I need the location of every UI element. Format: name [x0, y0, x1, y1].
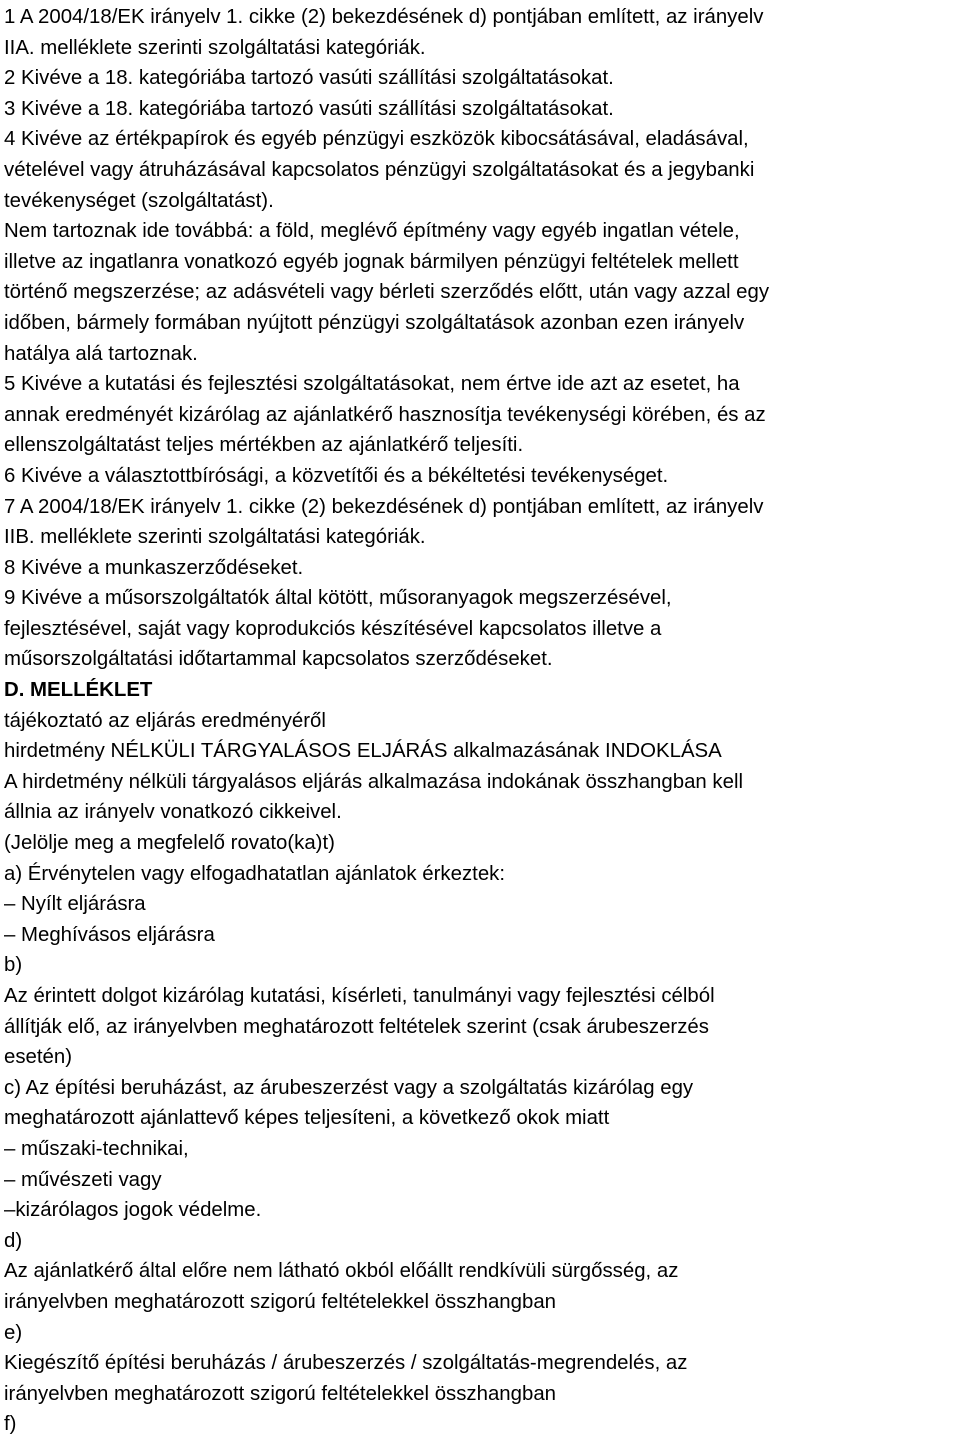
- text-line: hatálya alá tartoznak.: [4, 342, 198, 365]
- text-line: Nem tartoznak ide továbbá: a föld, meglévő építmény vagy egyéb ingatlan vétele,: [4, 220, 740, 243]
- text-line: d): [4, 1229, 23, 1252]
- text-line: Az érintett dolgot kizárólag kutatási, kísérleti, tanulmányi vagy fejlesztési célból: [4, 985, 715, 1007]
- text-line: állnia az irányelv vonatkozó cikkeivel.: [4, 801, 342, 824]
- text-line: irányelvben meghatározott szigorú feltételekkel összhangban: [4, 1382, 557, 1405]
- text-line: hirdetmény NÉLKÜLI TÁRGYALÁSOS ELJÁRÁS alkalmazásának INDOKLÁSA: [4, 740, 722, 763]
- text-line: IIA. melléklete szerinti szolgáltatási kategóriák.: [4, 36, 426, 59]
- text-line: ellenszolgáltatást teljes mértékben az ajánlatkérő teljesíti.: [4, 434, 524, 457]
- text-line: A hirdetmény nélküli tárgyalásos eljárás alkalmazása indokának összhangban kell: [4, 770, 744, 793]
- text-line: időben, bármely formában nyújtott pénzügyi szolgáltatások azonban ezen irányelv: [4, 311, 745, 334]
- text-line: állítják elő, az irányelvben meghatározott feltételek szerint (csak árubeszerzés: [4, 1015, 709, 1038]
- text-line: vételével vagy átruházásával kapcsolatos pénzügyi szolgáltatásokat és a jegybanki: [4, 158, 755, 181]
- text-line: (Jelölje meg a megfelelő rovato(ka)t): [4, 832, 335, 855]
- text-line: Kiegészítő építési beruházás / árubeszerzés / szolgáltatás-megrendelés, az: [4, 1352, 688, 1375]
- text-line: 4 Kivéve az értékpapírok és egyéb pénzügyi eszközök kibocsátásával, eladásával,: [4, 128, 749, 151]
- text-line: c) Az építési beruházást, az árubeszerzést vagy a szolgáltatás kizárólag egy: [4, 1076, 694, 1099]
- text-line: meghatározott ajánlattevő képes teljesíteni, a következő okok miatt: [4, 1107, 610, 1130]
- text-line: 6 Kivéve a választottbírósági, a közvetítői és a békéltetési tevékenységet.: [4, 464, 669, 487]
- text-line: 8 Kivéve a munkaszerződéseket.: [4, 556, 304, 579]
- text-line: – Meghívásos eljárásra: [4, 923, 215, 946]
- section-heading: D. MELLÉKLET: [4, 679, 153, 702]
- text-line: illetve az ingatlanra vonatkozó egyéb jognak bármilyen pénzügyi feltételek mellett: [4, 250, 739, 273]
- text-line: e): [4, 1321, 23, 1344]
- text-line: – művészeti vagy: [4, 1168, 162, 1191]
- text-line: f): [4, 1413, 17, 1436]
- text-line: – Nyílt eljárásra: [4, 893, 146, 916]
- text-line: 5 Kivéve a kutatási és fejlesztési szolgáltatásokat, nem értve ide azt az esetet, ha: [4, 373, 740, 396]
- text-line: tevékenységet (szolgáltatást).: [4, 189, 274, 212]
- text-line: 9 Kivéve a műsorszolgáltatók által kötött, műsoranyagok megszerzésével,: [4, 587, 672, 610]
- text-line: 1 A 2004/18/EK irányelv 1. cikke (2) bekezdésének d) pontjában említett, az irányelv: [4, 6, 764, 28]
- text-line: fejlesztésével, saját vagy koprodukciós készítésével kapcsolatos illetve a: [4, 617, 662, 640]
- text-line: b): [4, 954, 23, 977]
- text-line: 2 Kivéve a 18. kategóriába tartozó vasúti szállítási szolgáltatásokat.: [4, 67, 614, 90]
- text-line: irányelvben meghatározott szigorú feltételekkel összhangban: [4, 1290, 557, 1313]
- text-line: IIB. melléklete szerinti szolgáltatási kategóriák.: [4, 526, 426, 549]
- text-line: történő megszerzése; az adásvételi vagy bérleti szerződés előtt, után vagy azzal egy: [4, 281, 770, 304]
- text-line: – műszaki-technikai,: [4, 1137, 189, 1160]
- text-line: esetén): [4, 1046, 73, 1069]
- text-line: a) Érvénytelen vagy elfogadhatatlan ajánlatok érkeztek:: [4, 862, 506, 885]
- text-line: annak eredményét kizárólag az ajánlatkérő hasznosítja tevékenységi körében, és az: [4, 403, 766, 426]
- text-line: 3 Kivéve a 18. kategóriába tartozó vasúti szállítási szolgáltatásokat.: [4, 97, 614, 120]
- text-line: 7 A 2004/18/EK irányelv 1. cikke (2) bekezdésének d) pontjában említett, az irányelv: [4, 495, 764, 518]
- text-line: Az ajánlatkérő által előre nem látható okból előállt rendkívüli sürgősség, az: [4, 1260, 679, 1283]
- text-line: műsorszolgáltatási időtartammal kapcsolatos szerződéseket.: [4, 648, 553, 671]
- text-line: tájékoztató az eljárás eredményéről: [4, 709, 326, 732]
- text-line: –kizárólagos jogok védelme.: [4, 1199, 262, 1222]
